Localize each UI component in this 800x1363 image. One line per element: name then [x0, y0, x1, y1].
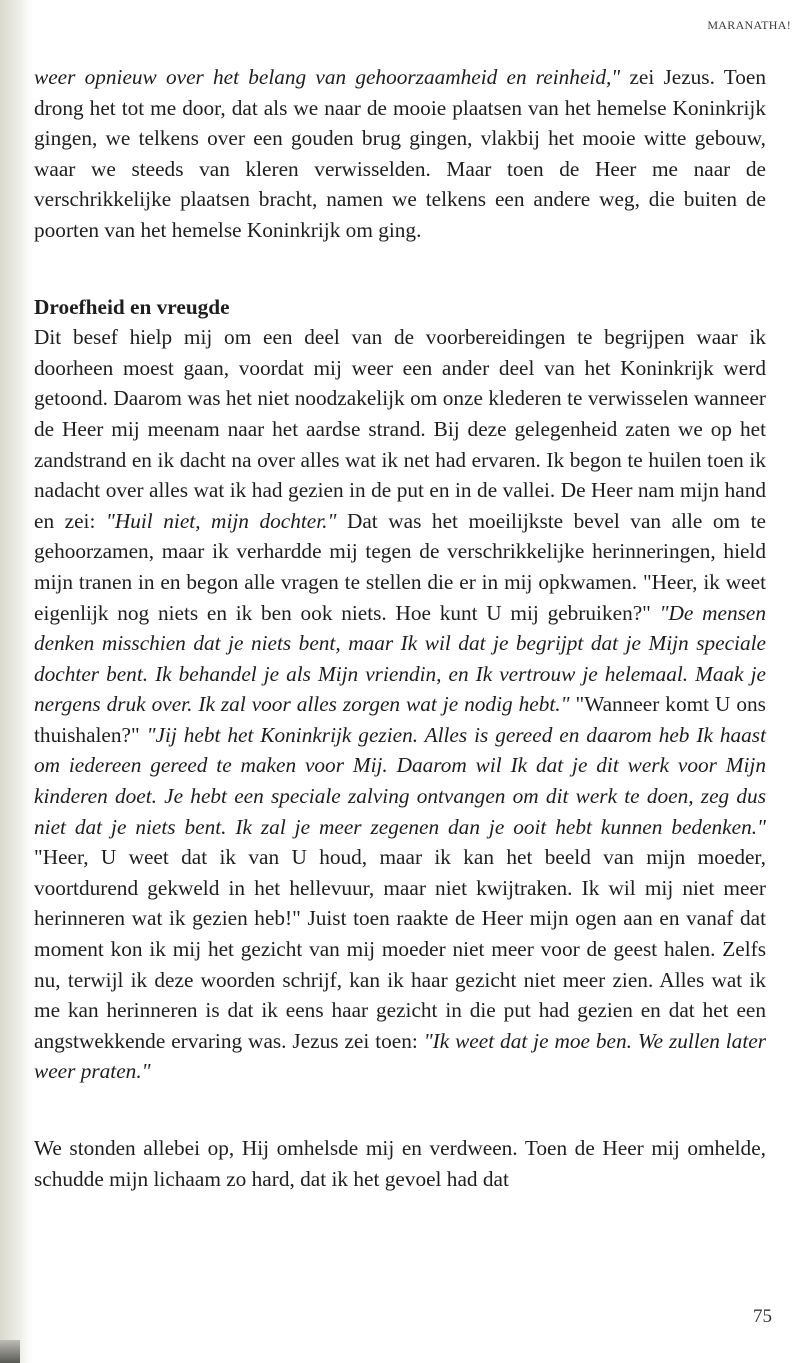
intro-italic-quote: weer opnieuw over het belang van gehoorzaamheid en reinheid,": [34, 65, 621, 89]
section-text-1: Dit besef hielp mij om een deel van de voorbereidingen te begrijpen waar ik doorheen moest gaan, voordat mij weer een ander deel van het Koninkrijk werd getoond. Daarom was het niet noodzakelijk om onze klederen te verwisselen wanneer de Heer mij meenam naar het aardse strand. Bij deze gelegenheid zaten we op het zandstrand en ik dacht na over alles wat ik net had ervaren. Ik begon te huilen toen ik nadacht over alles wat ik had gezien in de put en in de vallei. De Heer nam mijn hand en zei:: [34, 325, 766, 533]
section-text-4: "Heer, U weet dat ik van U houd, maar ik kan het beeld van mijn moeder, voortdurend gekweld in het hellevuur, maar niet kwijtraken. Ik wil mij niet meer herinneren wat ik gezien heb!" Juist toen raakte de Heer mijn ogen aan en vanaf dat moment kon ik mij het gezicht van mij moeder niet meer voor de geest halen. Zelfs nu, terwijl ik deze woorden schrijf, kan ik haar gezicht niet meer zien. Alles wat ik me kan herinneren is dat ik eens haar gezicht in die put had gezien en dat het een angstwekkende ervaring was. Jezus zei toen:: [34, 845, 766, 1053]
section-quote-1: "Huil niet, mijn dochter.": [105, 508, 337, 533]
intro-paragraph: [34, 62, 766, 246]
section-text-2: Dat was het moeilijkste bevel van alle om te gehoorzamen, maar ik verhardde mij tegen de verschrikkelijke herinneringen, hield mijn tranen in en begon alle vragen te stellen die er in mij opkwamen. "Heer, ik weet eigenlijk nog niets en ik ben ook niets. Hoe kunt U mij gebruiken?": [34, 508, 766, 625]
section-quote-3: "Jij hebt het Koninkrijk gezien. Alles is gereed en daarom heb Ik haast om iedereen gereed te maken voor Mij. Daarom wil Ik dat je dit werk voor Mijn kinderen doet. Je hebt een speciale zalving ontvangen om dit werk te doen, zeg dus niet dat je niets bent. Ik zal je meer zegenen dan je ooit hebt kunnen bedenken.": [34, 722, 766, 839]
section-paragraph: [34, 322, 766, 1087]
closing-paragraph: We stonden allebei op, Hij omhelsde mij en verdween. Toen de Heer mij omhelde, schudde mijn lichaam zo hard, dat ik het gevoel had dat: [34, 1136, 766, 1191]
intro-text: zei Jezus. Toen drong het tot me door, dat als we naar de mooie plaatsen van het hemelse Koninkrijk gingen, we telkens over een gouden brug gingen, vlakbij het mooie witte gebouw, waar we steeds van kleren verwisselden. Maar toen de Heer me naar de verschrikkelijke plaatsen bracht, namen we telkens een andere weg, die buiten de poorten van het hemelse Koninkrijk om ging.: [34, 65, 767, 242]
section-quote-2: "De mensen denken misschien dat je niets bent, maar Ik wil dat je begrijpt dat je Mijn speciale dochter bent. Ik behandel je als Mijn vriendin, en Ik vertrouw je helemaal. Maak je nergens druk over. Ik zal voor alles zorgen wat je nodig hebt.": [34, 600, 766, 717]
book-spine-corner: [0, 1340, 20, 1363]
page-body: [34, 62, 766, 1194]
running-head: MARANATHA!: [707, 18, 791, 32]
section-text-3: "Wanneer komt U ons thuishalen?": [34, 692, 766, 747]
section-quote-4: "Ik weet dat je moe ben. We zullen later weer praten.": [34, 1028, 766, 1084]
page-number: 75: [753, 1306, 772, 1327]
section-heading: Droefheid en vreugde: [34, 294, 230, 319]
book-spine-shadow: [0, 0, 34, 1363]
